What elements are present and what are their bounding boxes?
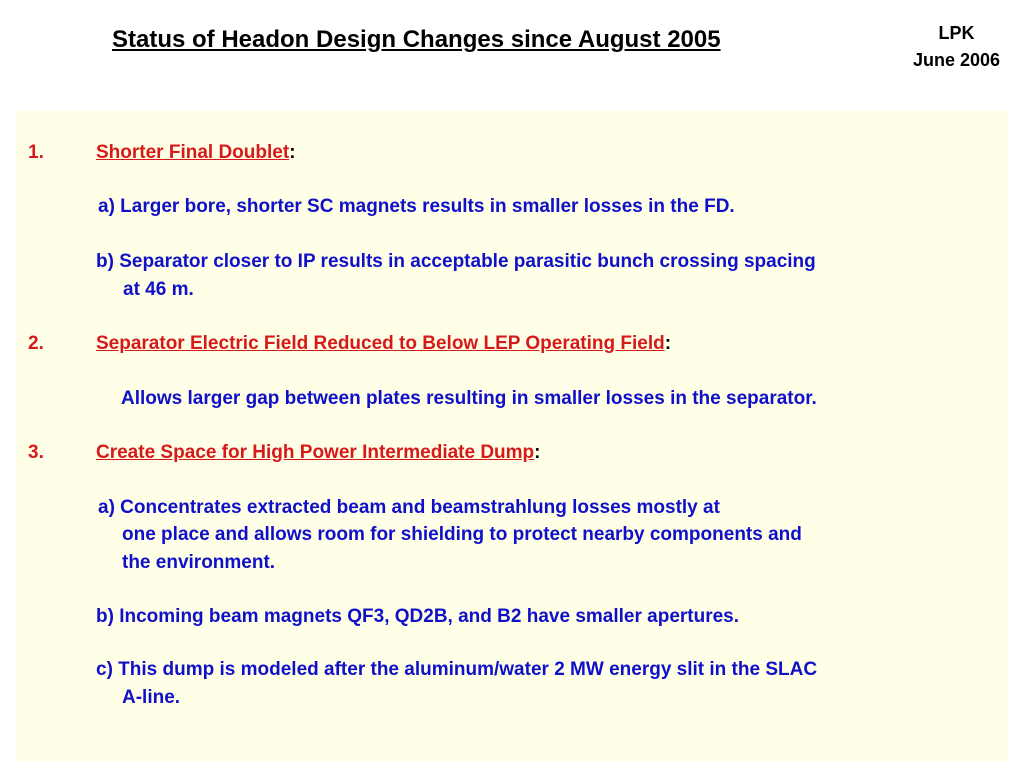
item-line: one place and allows room for shielding to protect nearby components and	[122, 524, 802, 545]
item-line: a) Concentrates extracted beam and beamstrahlung losses mostly at	[98, 497, 720, 518]
item-heading-text: Shorter Final Doublet	[96, 142, 290, 163]
item-heading-text: Separator Electric Field Reduced to Below LEP Operating Field	[96, 333, 665, 354]
item-number: 1.	[28, 142, 44, 163]
item-line: at 46 m.	[123, 279, 194, 300]
item-line: Allows larger gap between plates resulting in smaller losses in the separator.	[121, 388, 817, 409]
item-line: the environment.	[122, 552, 276, 573]
item-heading-colon: :	[664, 333, 672, 354]
item-number: 2.	[28, 333, 44, 354]
slide-meta	[913, 20, 1000, 74]
item-heading-colon: :	[289, 142, 296, 163]
item-line: b) Incoming beam magnets QF3, QD2B, and B2 have smaller apertures.	[96, 606, 740, 627]
slide-title: Status of Headon Design Changes since August 2005	[112, 26, 721, 53]
item-heading	[96, 442, 541, 464]
item-line: a) Larger bore, shorter SC magnets results in smaller losses in the FD.	[98, 196, 735, 217]
item-line: A-line.	[122, 687, 181, 708]
date-label: June 2006	[912, 50, 1000, 70]
item-heading-colon: :	[534, 442, 541, 463]
item-heading	[96, 142, 296, 164]
item-number: 3.	[28, 442, 44, 463]
author-label: LPK	[938, 23, 975, 43]
item-heading	[96, 333, 671, 355]
item-heading-text: Create Space for High Power Intermediate Dump	[96, 442, 535, 463]
item-line: c) This dump is modeled after the aluminum/water 2 MW energy slit in the SLAC	[96, 659, 818, 680]
item-line: b) Separator closer to IP results in acceptable parasitic bunch crossing spacing	[96, 251, 816, 272]
